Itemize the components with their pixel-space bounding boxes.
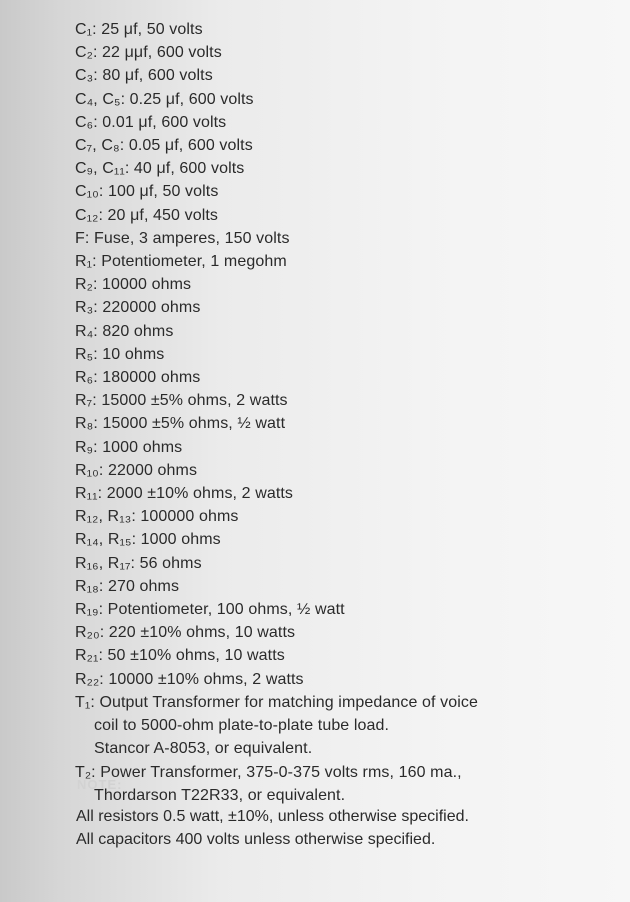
part-c1: C₁: 25 μf, 50 volts xyxy=(75,21,203,38)
part-r6: R₆: 180000 ohms xyxy=(75,369,201,387)
part-c4-c5: C₄, C₅: 0.25 μf, 600 volts xyxy=(75,90,254,108)
part-r14-r15: R₁₄, R₁₅: 1000 ohms xyxy=(75,531,221,549)
part-r1: R₁: Potentiometer, 1 megohm xyxy=(75,253,287,271)
part-r18: R₁₈: 270 ohms xyxy=(75,577,180,595)
part-r16-r17: R₁₆, R₁₇: 56 ohms xyxy=(75,554,202,572)
part-r9: R₉: 1000 ohms xyxy=(75,438,183,456)
part-c10: C₁₀: 100 μf, 50 volts xyxy=(75,183,219,201)
part-r3: R₃: 220000 ohms xyxy=(75,299,201,317)
part-c3: C₃: 80 μf, 600 volts xyxy=(75,67,213,85)
part-c6: C₆: 0.01 μf, 600 volts xyxy=(75,113,227,131)
part-r22: R₂₂: 10000 ±10% ohms, 2 watts xyxy=(75,670,304,688)
part-r12-r13: R₁₂, R₁₃: 100000 ohms xyxy=(75,508,239,526)
part-t2-line1: T₂: Power Transformer, 375-0-375 volts rms, 160 ma., xyxy=(75,763,462,781)
part-r8: R₈: 15000 ±5% ohms, ½ watt xyxy=(75,415,286,433)
part-r5: R₅: 10 ohms xyxy=(75,345,165,363)
part-c12: C₁₂: 20 μf, 450 volts xyxy=(75,206,218,224)
part-r4: R₄: 820 ohms xyxy=(75,322,174,340)
part-fuse: F: Fuse, 3 amperes, 150 volts xyxy=(75,229,290,247)
part-t1-line1: T₁: Output Transformer for matching impedance of voice xyxy=(75,693,478,711)
part-r2: R₂: 10000 ohms xyxy=(75,276,192,294)
part-c2: C₂: 22 μμf, 600 volts xyxy=(75,44,222,62)
part-r19: R₁₉: Potentiometer, 100 ohms, ½ watt xyxy=(75,601,345,619)
note-label: NOTE: xyxy=(77,777,123,792)
part-t1-line2: coil to 5000-ohm plate-to-plate tube load. xyxy=(94,717,390,735)
part-r10: R₁₀: 22000 ohms xyxy=(75,461,198,479)
note-line-resistors: All resistors 0.5 watt, ±10%, unless otherwise specified. xyxy=(76,808,469,825)
part-t2-line2: Thordarson T22R33, or equivalent. xyxy=(94,786,346,804)
part-c9-c11: C₉, C₁₁: 40 μf, 600 volts xyxy=(75,160,245,178)
parts-list xyxy=(75,18,615,807)
part-r20: R₂₀: 220 ±10% ohms, 10 watts xyxy=(75,624,296,642)
note-line-capacitors: All capacitors 400 volts unless otherwise specified. xyxy=(76,831,436,848)
part-r11: R₁₁: 2000 ±10% ohms, 2 watts xyxy=(75,485,294,503)
note-text xyxy=(76,805,616,851)
part-t1-line3: Stancor A-8053, or equivalent. xyxy=(94,740,313,758)
part-r21: R₂₁: 50 ±10% ohms, 10 watts xyxy=(75,647,285,665)
part-r7: R₇: 15000 ±5% ohms, 2 watts xyxy=(75,392,288,410)
part-c7-c8: C₇, C₈: 0.05 μf, 600 volts xyxy=(75,137,253,155)
